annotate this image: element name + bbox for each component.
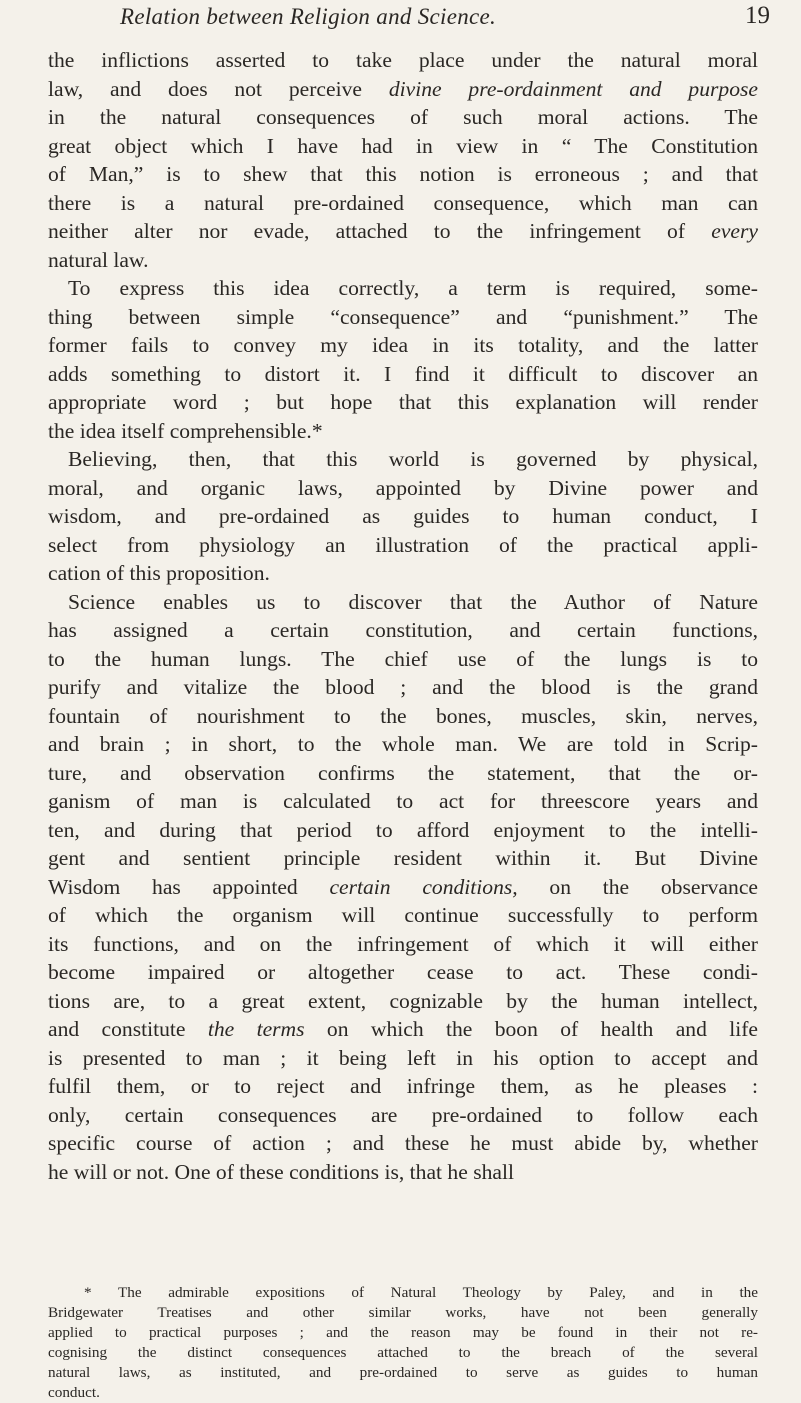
footnote-line: applied to practical purposes ; and the reason may be found in their not re- [48,1324,758,1341]
text-run: natural law. [48,247,149,272]
text-line [48,1129,758,1158]
paragraph [48,588,758,1187]
text-run: he will or not. One of these conditions is, that he shall [48,1159,514,1184]
italic-text: every [711,219,758,243]
text-run: wisdom, and pre-ordained as guides to human conduct, I [48,504,758,528]
text-line [48,958,758,987]
text-run: on the observance [517,874,758,899]
text-line [48,531,758,560]
text-run: To express this idea correctly, a term is required, some- [68,276,758,300]
italic-text: divine pre-ordainment and purpose [388,76,758,101]
text-run: law, and does not perceive [48,76,389,101]
text-run: moral, and organic laws, appointed by Divine power and [48,475,758,500]
text-run: only, certain consequences are pre-ordained to follow each [48,1102,758,1127]
text-line [48,616,758,645]
text-run: specific course of action ; and these he must abide by, whether [48,1131,758,1155]
text-line [48,987,758,1016]
text-run: neither alter nor evade, attached to the infringement of [48,219,712,243]
text-run: fountain of nourishment to the bones, muscles, skin, nerves, [48,703,758,728]
text-run: its functions, and on the infringement of which it will either [48,931,758,956]
text-line [48,588,758,617]
body-text [48,46,758,1186]
text-line [48,730,758,759]
text-run: ganism of man is calculated to act for threescore years and [48,789,758,813]
text-run: the idea itself comprehensible.* [48,418,323,443]
text-run: is presented to man ; it being left in his option to accept and [48,1045,758,1070]
text-line [48,445,758,474]
text-run: become impaired or altogether cease to act. These condi- [48,960,758,984]
text-line [48,901,758,930]
text-line [48,759,758,788]
text-run: fulfil them, or to reject and infringe them, as he pleases : [48,1074,758,1098]
page-number: 19 [745,2,770,29]
text-run: tions are, to a great extent, cognizable by the human intellect, [48,988,758,1013]
text-run: former fails to convey my idea in its totality, and the latter [48,333,758,357]
text-run: cation of this proposition. [48,561,270,585]
text-run: of Man,” is to shew that this notion is erroneous ; and that [48,162,758,186]
text-line [48,702,758,731]
text-run: and brain ; in short, to the whole man. We are told in Scrip- [48,732,758,756]
running-head: Relation between Religion and Science. [120,4,497,29]
italic-text: certain conditions, [329,874,518,899]
text-run: purify and vitalize the blood ; and the blood is the grand [48,675,758,699]
paragraph [48,445,758,588]
text-line [48,331,758,360]
text-line [48,645,758,674]
text-run: on which the boon of health and life [304,1017,758,1041]
text-line [48,1072,758,1101]
footnote [48,1283,758,1403]
text-line [48,303,758,332]
text-line [48,816,758,845]
text-run: great object which I have had in view in “ The Constitution [48,133,758,158]
text-line [48,189,758,218]
text-line [48,1015,758,1044]
text-line [48,360,758,389]
text-line [48,160,758,189]
text-run: ten, and during that period to afford enjoyment to the intelli- [48,817,758,842]
text-line [48,417,758,446]
text-run: there is a natural pre-ordained consequence, which man can [48,190,758,215]
text-line [48,930,758,959]
text-line [48,103,758,132]
text-run: of which the organism will continue successfully to perform [48,903,758,927]
paragraph [48,46,758,274]
footnote-line: Bridgewater Treatises and other similar works, have not been generally [48,1304,758,1321]
text-run: and constitute [48,1017,208,1041]
footnote-line: * The admirable expositions of Natural Theology by Paley, and in the [84,1284,758,1301]
text-run: Believing, then, that this world is governed by physical, [68,447,758,471]
text-line [48,673,758,702]
text-line [48,1101,758,1130]
text-line [48,246,758,275]
paragraph [48,274,758,445]
text-run: to the human lungs. The chief use of the lungs is to [48,646,758,671]
text-line [48,559,758,588]
footnote-line: conduct. [48,1384,100,1401]
text-line [48,217,758,246]
page-header [0,0,801,40]
text-line [48,46,758,75]
text-run: the inflictions asserted to take place under the natural moral [48,48,758,72]
text-line [48,1158,758,1187]
text-line [48,844,758,873]
text-run: adds something to distort it. I find it difficult to discover an [48,361,758,386]
text-line [48,132,758,161]
text-run: gent and sentient principle resident within it. But Divine [48,846,758,870]
text-run: has assigned a certain constitution, and certain functions, [48,618,758,642]
text-line [48,502,758,531]
text-run: select from physiology an illustration of the practical appli- [48,532,758,557]
text-run: ture, and observation confirms the statement, that the or- [48,760,758,785]
text-line [48,75,758,104]
text-line [48,274,758,303]
text-line [48,873,758,902]
footnote-line: natural laws, as instituted, and pre-ordained to serve as guides to human [48,1364,758,1381]
text-line [48,474,758,503]
text-run: appropriate word ; but hope that this explanation will render [48,390,758,414]
text-run: thing between simple “consequence” and “punishment.” The [48,304,758,329]
footnote-line: cognising the distinct consequences attached to the breach of the several [48,1344,758,1361]
text-run: in the natural consequences of such moral actions. The [48,105,758,129]
text-line [48,388,758,417]
text-run: Science enables us to discover that the Author of Nature [68,589,758,614]
italic-text: the terms [207,1017,305,1041]
text-line [48,1044,758,1073]
text-run: Wisdom has appointed [48,874,330,899]
text-line [48,787,758,816]
